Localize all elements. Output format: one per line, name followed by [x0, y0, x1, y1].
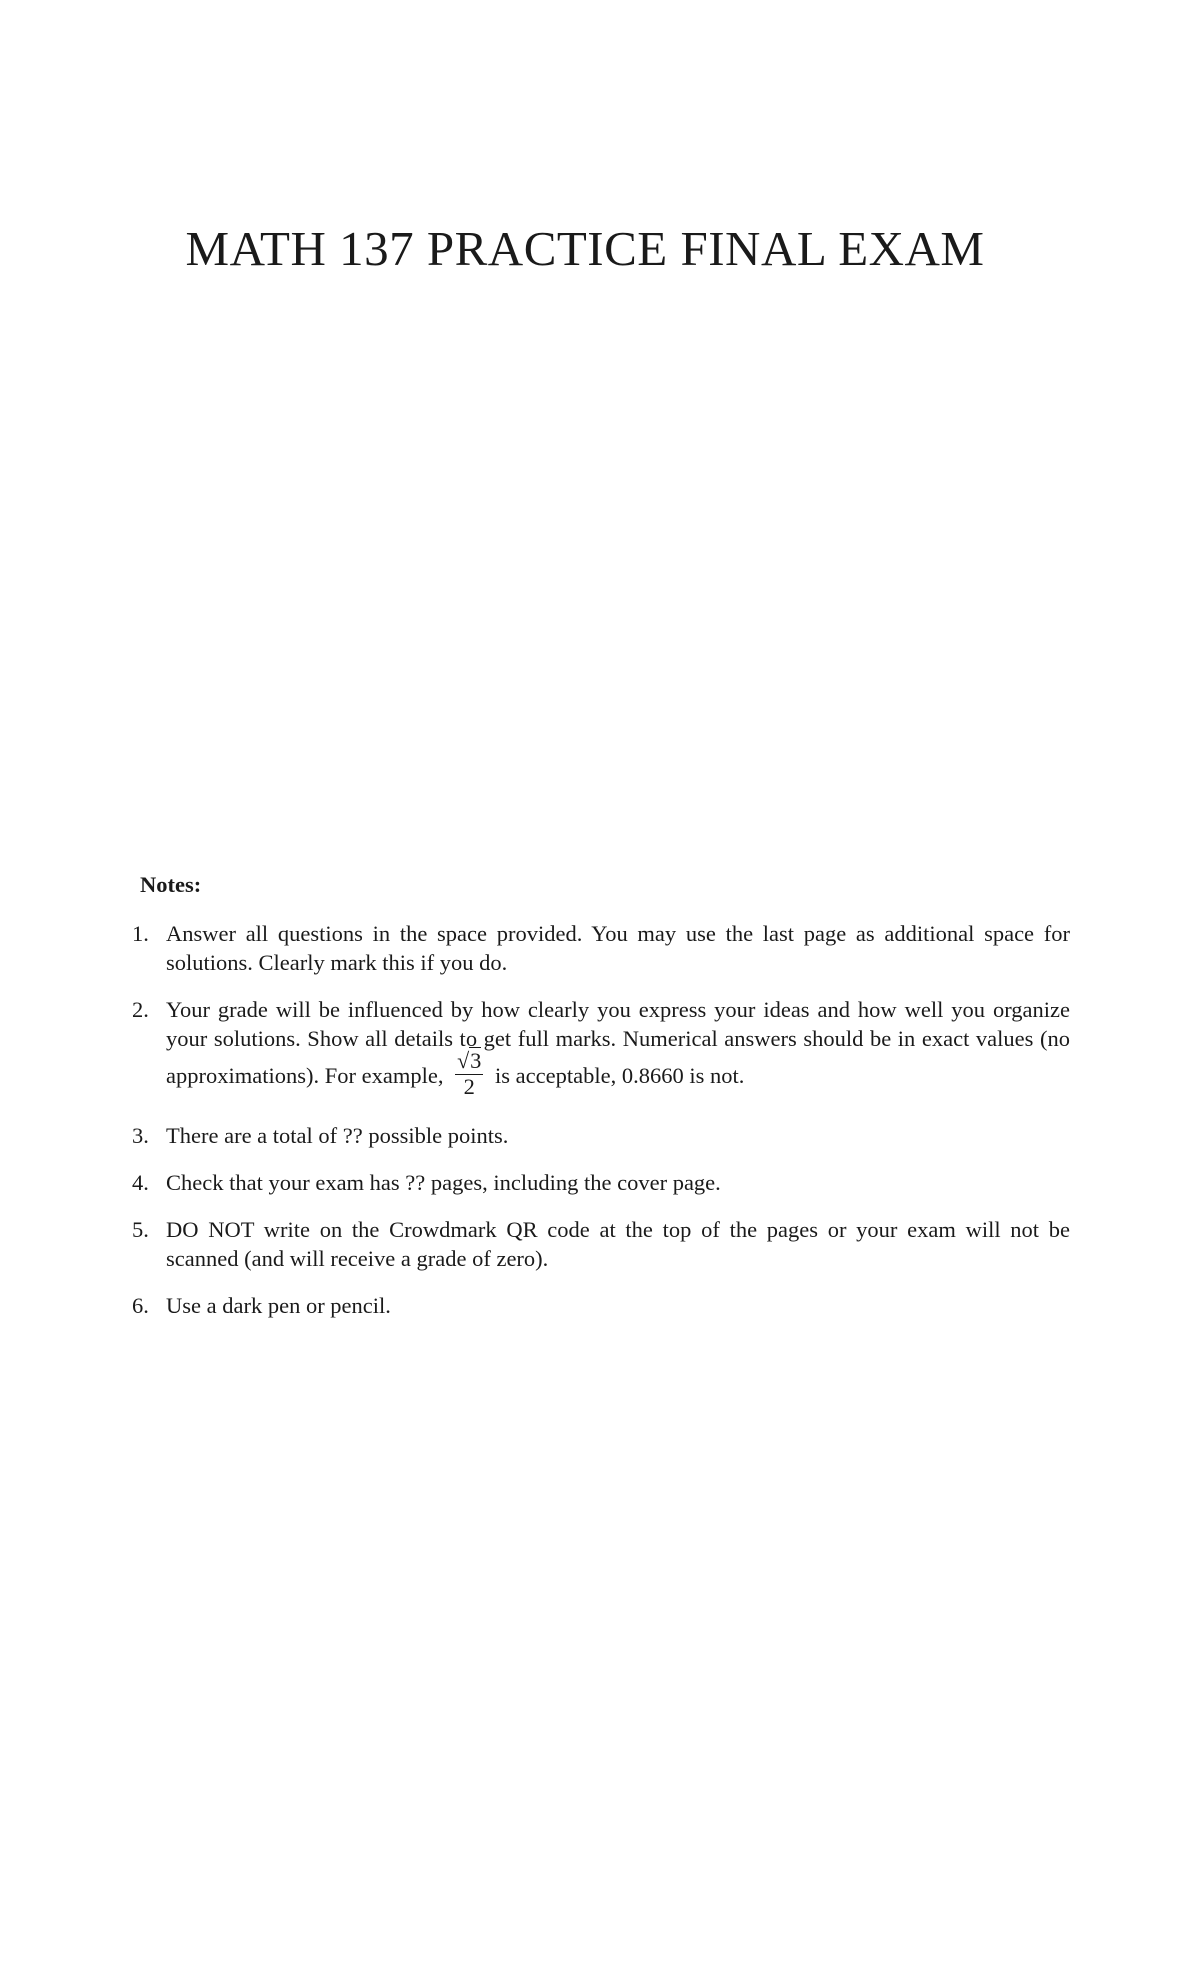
item-text-after: is acceptable, 0.8660 is not. — [495, 1063, 745, 1089]
item-number: 4. — [132, 1170, 149, 1195]
square-root-sign: √ — [457, 1048, 470, 1073]
item-number: 6. — [132, 1293, 149, 1318]
list-item — [132, 995, 1070, 1103]
item-number: 5. — [132, 1217, 149, 1242]
item-text: There are a total of ?? possible points. — [166, 1123, 509, 1148]
item-text: Check that your exam has ?? pages, including the cover page. — [166, 1170, 721, 1195]
item-text: DO NOT write on the Crowdmark QR code at the top of the pages or your exam will not be scanned (and will receive a grade of zero). — [166, 1217, 1070, 1271]
item-text: Your grade will be influenced by how clearly you express your ideas and how well you organize your solutions. Show all details to get full marks. Numerical answers should be in exact values (no approximations). For example, — [166, 997, 1070, 1089]
item-number: 2. — [132, 997, 149, 1022]
list-item — [132, 919, 1070, 977]
list-item — [132, 1215, 1070, 1273]
notes-section — [132, 870, 1070, 1338]
item-number: 1. — [132, 921, 149, 946]
item-number: 3. — [132, 1123, 149, 1148]
list-item — [132, 1168, 1070, 1197]
list-item — [132, 1291, 1070, 1320]
fraction-numerator-value: 3 — [470, 1048, 482, 1073]
fraction-numerator — [455, 1049, 483, 1075]
page-title: MATH 137 PRACTICE FINAL EXAM — [185, 221, 985, 276]
list-item — [132, 1121, 1070, 1150]
item-text: Answer all questions in the space provided. You may use the last page as additional space for solutions. Clearly mark this if you do. — [166, 921, 1070, 975]
fraction-denominator: 2 — [463, 1074, 475, 1099]
notes-list — [132, 919, 1070, 1320]
sqrt3-over-2-fraction — [455, 1049, 483, 1099]
item-text: Use a dark pen or pencil. — [166, 1293, 391, 1318]
notes-heading: Notes: — [140, 872, 202, 897]
